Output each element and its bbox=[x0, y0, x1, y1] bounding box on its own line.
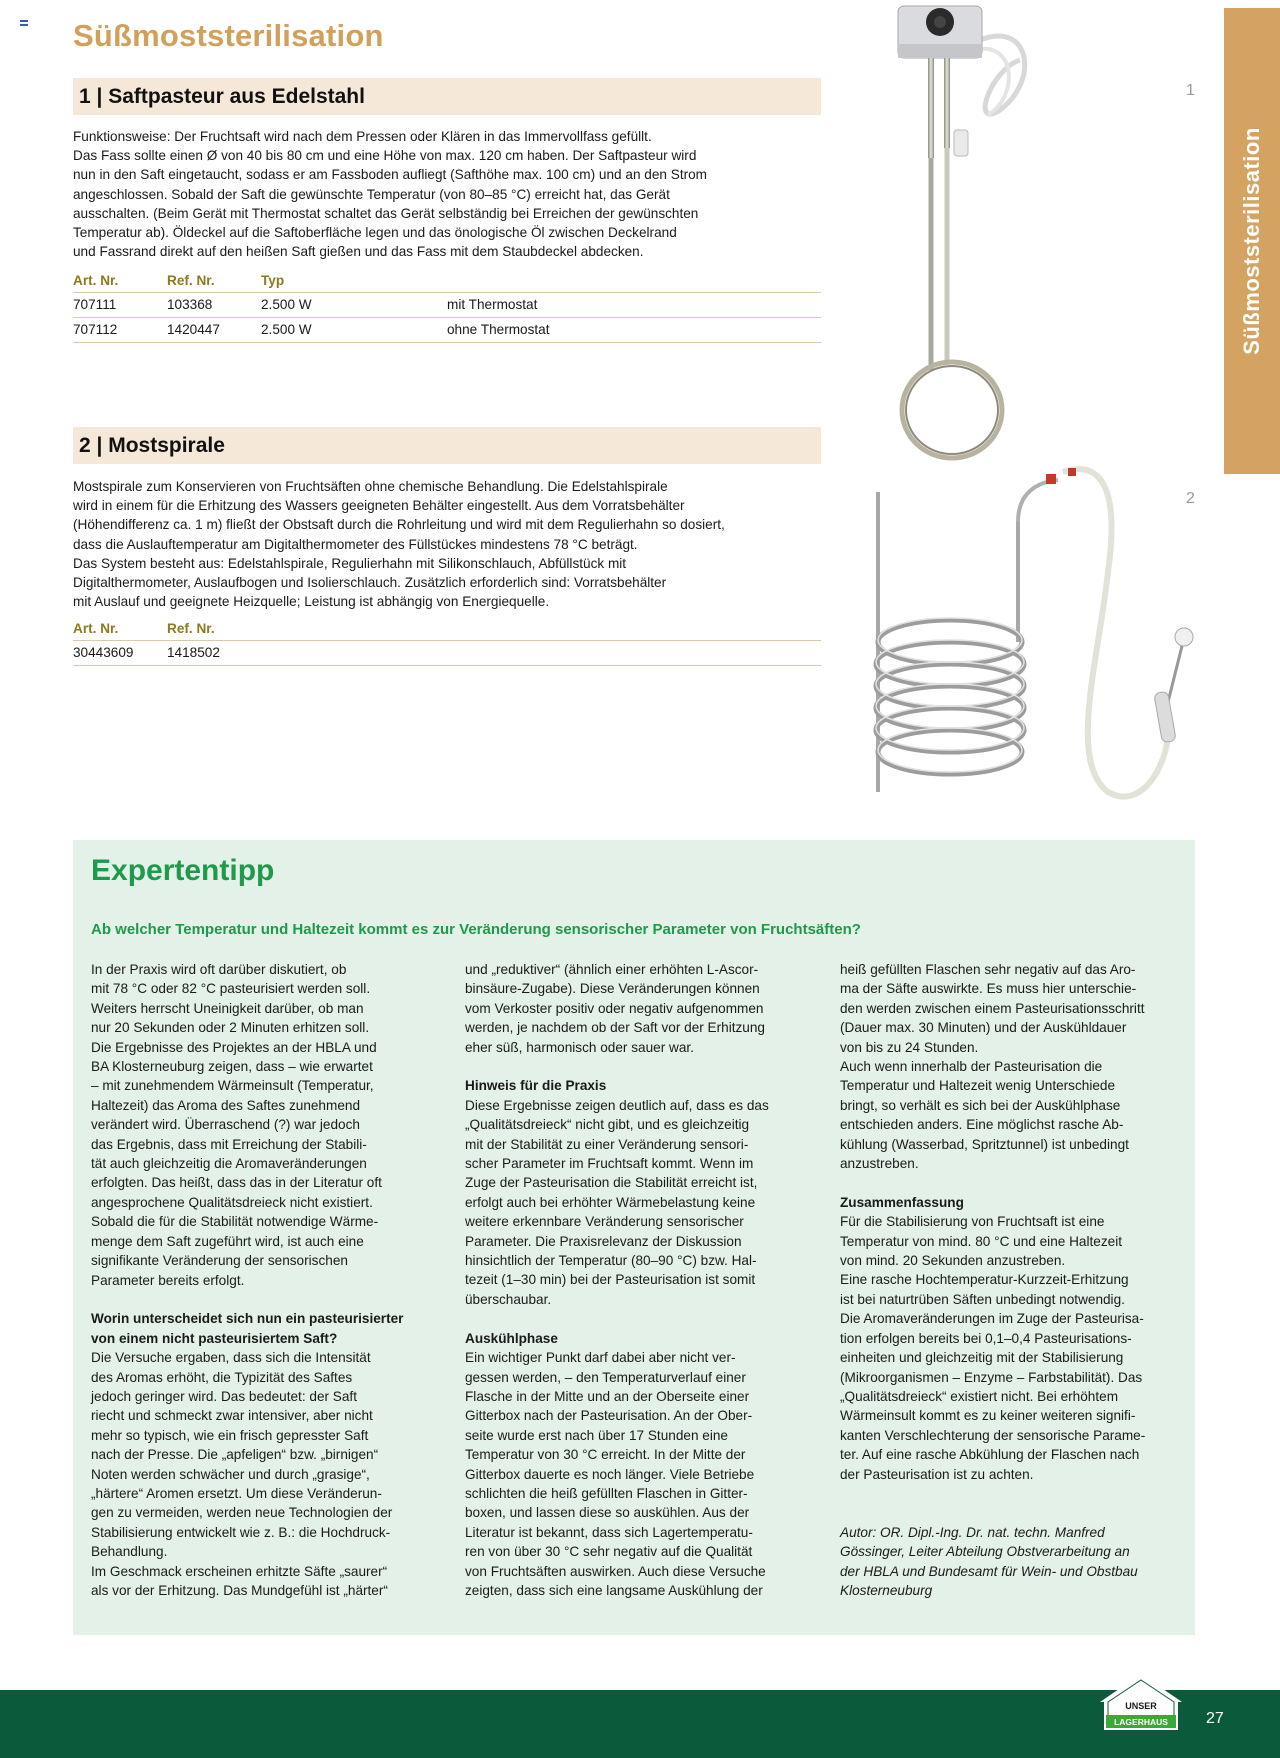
description-line: ausschalten. (Beim Gerät mit Thermostat schaltet das Gerät selbständig bei Erreichen der gewünschten bbox=[73, 205, 699, 221]
text-line: heiß gefüllten Flaschen sehr negativ auf das Aro- bbox=[840, 962, 1136, 977]
text-line: ren von über 30 °C sehr negativ auf die Qualität bbox=[465, 1544, 753, 1560]
text-line: Auch wenn innerhalb der Pasteurisation die bbox=[840, 1059, 1103, 1075]
table-cell: 1420447 bbox=[167, 317, 261, 342]
table-row bbox=[73, 317, 821, 342]
text-line: kanten Verschlechterung der sensorische Parame- bbox=[840, 1427, 1146, 1443]
text-line: Haltezeit) das Aroma des Saftes zunehmend bbox=[91, 1097, 361, 1113]
subheading-line: Worin unterscheidet sich nun ein pasteurisierter bbox=[91, 1311, 404, 1327]
text-line: das Ergebnis, dass mit Erreichung der Stabili- bbox=[91, 1136, 367, 1152]
description-line: Temperatur ab). Öldeckel auf die Saftoberfläche legen und das önologische Öl zwischen Deckelrand bbox=[73, 225, 677, 241]
text-line: Die Versuche ergaben, dass sich die Intensität bbox=[91, 1350, 371, 1366]
expert-tip-title: Expertentipp bbox=[91, 854, 275, 887]
text-line: Temperatur von 30 °C erreicht. In der Mitte der bbox=[465, 1447, 746, 1463]
description-line: Funktionsweise: Der Fruchtsaft wird nach dem Pressen oder Klären in das Immervollfass gefüllt. bbox=[73, 129, 652, 144]
paragraph-gap bbox=[465, 1309, 795, 1328]
text-line: von Fruchtsäften auswirken. Auch diese Versuche bbox=[465, 1563, 766, 1579]
table-header-cell: Typ bbox=[261, 269, 447, 292]
text-line: (Mikroorganismen – Enzyme – Farbstabilität). Das bbox=[840, 1369, 1143, 1385]
table-row bbox=[73, 292, 821, 317]
language-flag-icon[interactable] bbox=[20, 20, 28, 26]
text-line: Die Aromaveränderungen im Zuge der Pasteurisa- bbox=[840, 1311, 1144, 1327]
text-line: Zuge der Pasteurisation die Stabilität erreicht ist, bbox=[465, 1175, 758, 1191]
text-line: Gitterbox dauerte es noch länger. Viele Betriebe bbox=[465, 1466, 755, 1482]
text-line: tät auch gleichzeitig die Aromaveränderungen bbox=[91, 1156, 367, 1172]
page-number: 27 bbox=[1206, 1710, 1224, 1727]
expert-tip-column-2 bbox=[465, 960, 795, 1600]
text-line: weitere erkennbare Veränderung sensorischer bbox=[465, 1214, 744, 1230]
description-line: dass die Auslauftemperatur am Digitalthermometer des Füllstückes mindestens 78 °C beträgt. bbox=[73, 536, 638, 552]
author-line: der HBLA und Bundesamt für Wein- und Obstbau bbox=[840, 1563, 1138, 1579]
text-line: erfolgten. Das heißt, dass das in der Literatur oft bbox=[91, 1175, 382, 1191]
lagerhaus-logo[interactable] bbox=[1098, 1672, 1184, 1732]
description-line: angeschlossen. Sobald der Saft die gewünschte Temperatur (von 80–85 °C) erreicht hat, das Gerät bbox=[73, 186, 670, 202]
text-line: von mind. 20 Sekunden anzustreben. bbox=[840, 1253, 1066, 1269]
image-1-number: 1 bbox=[1186, 82, 1195, 99]
text-line: In der Praxis wird oft darüber diskutiert, ob bbox=[91, 962, 347, 977]
subheading-line: Hinweis für die Praxis bbox=[465, 1078, 607, 1094]
image-2-number: 2 bbox=[1186, 490, 1195, 507]
text-line: überschaubar. bbox=[465, 1291, 552, 1307]
text-line: „Qualitätsdreieck“ nicht gibt, und es gleichzeitig bbox=[465, 1117, 750, 1133]
paragraph-gap bbox=[465, 1057, 795, 1076]
text-line: Weiters herrscht Uneinigkeit darüber, ob man bbox=[91, 1000, 364, 1016]
description-line: Mostspirale zum Konservieren von Fruchtsäften ohne chemische Behandlung. Die Edelstahlspirale bbox=[73, 479, 668, 494]
text-line: schlichten die heiß gefüllten Flaschen in Gitter- bbox=[465, 1485, 748, 1501]
text-line: Temperatur und Haltezeit wenig Unterschiede bbox=[840, 1078, 1116, 1094]
text-line: ter. Auf eine rasche Abkühlung der Flaschen nach bbox=[840, 1447, 1140, 1463]
category-side-tab[interactable] bbox=[1224, 8, 1280, 474]
table-cell: 707111 bbox=[73, 292, 167, 317]
text-line: zeigten, dass sich eine langsame Auskühlung der bbox=[465, 1582, 763, 1598]
table-cell: 30443609 bbox=[73, 640, 167, 665]
text-line: Literatur ist bekannt, dass sich Lagertemperatu- bbox=[465, 1524, 753, 1540]
text-line: Behandlung. bbox=[91, 1544, 168, 1560]
text-line: und „reduktiver“ (ähnlich einer erhöhten L-Ascor- bbox=[465, 962, 759, 977]
text-line: Sobald die für die Stabilität notwendige Wärme- bbox=[91, 1214, 379, 1230]
text-line: gen zu vermeiden, werden neue Technologien der bbox=[91, 1505, 393, 1521]
section-2-title: 2 | Mostspirale bbox=[79, 433, 225, 457]
text-line: mit 78 °C oder 82 °C pasteurisiert werden soll. bbox=[91, 981, 371, 997]
page-footer bbox=[0, 1690, 1280, 1758]
description-line: Das System besteht aus: Edelstahlspirale, Regulierhahn mit Silikonschlauch, Abfüllstück mit bbox=[73, 555, 627, 571]
paragraph-gap bbox=[840, 1484, 1170, 1503]
text-line: Parameter bereits erfolgt. bbox=[91, 1272, 245, 1288]
mostspirale-image bbox=[868, 462, 1208, 812]
section-2-description bbox=[73, 477, 833, 611]
section-1-title: 1 | Saftpasteur aus Edelstahl bbox=[79, 84, 365, 108]
text-line: einheiten und gleichzeitig mit der Stabilisierung bbox=[840, 1350, 1124, 1366]
paragraph-gap bbox=[840, 1173, 1170, 1192]
text-line: hinsichtlich der Temperatur (80–90 °C) bzw. Hal- bbox=[465, 1253, 757, 1269]
section-2-header bbox=[73, 427, 821, 464]
text-line: bringt, so verhält es sich bei der Auskühlphase bbox=[840, 1097, 1121, 1113]
logo-line-1: UNSER bbox=[1125, 1701, 1157, 1711]
table-cell: 103368 bbox=[167, 292, 261, 317]
text-line: Im Geschmack erscheinen erhitzte Säfte „saurer“ bbox=[91, 1563, 388, 1579]
text-line: jedoch geringer wird. Das bedeutet: der Saft bbox=[91, 1388, 357, 1404]
description-line: Digitalthermometer, Auslaufbogen und Isolierschlauch. Zusätzlich erforderlich sind: Vorratsbehälter bbox=[73, 575, 667, 591]
text-line: signifikante Veränderung der sensorischen bbox=[91, 1253, 348, 1269]
text-line: Ein wichtiger Punkt darf dabei aber nicht ver- bbox=[465, 1350, 736, 1366]
table-header-cell: Art. Nr. bbox=[73, 617, 167, 640]
description-line: (Höhendifferenz ca. 1 m) fließt der Obstsaft durch die Rohrleitung und wird mit dem Regulierhahn so dosiert, bbox=[73, 517, 725, 533]
table-cell: ohne Thermostat bbox=[447, 317, 821, 342]
text-line: Flasche in der Mitte und an der Oberseite einer bbox=[465, 1388, 750, 1404]
author-line: Klosterneuburg bbox=[840, 1582, 933, 1598]
description-line: nun in den Saft eingetaucht, sodass er am Fassboden aufliegt (Safthöhe max. 100 cm) und an den Strom bbox=[73, 167, 708, 183]
text-line: erfolgt auch bei erhöhter Wärmebelastung keine bbox=[465, 1194, 756, 1210]
text-line: entschieden anders. Eine möglichst rasche Ab- bbox=[840, 1117, 1124, 1133]
text-line: werden, je nachdem ob der Saft vor der Erhitzung bbox=[465, 1020, 765, 1036]
logo-line-2: LAGERHAUS bbox=[1114, 1717, 1168, 1727]
text-line: Für die Stabilisierung von Fruchtsaft ist eine bbox=[840, 1214, 1105, 1230]
side-tab-label: Süßmoststerilisation bbox=[1239, 127, 1264, 355]
author-line: Autor: OR. Dipl.-Ing. Dr. nat. techn. Manfred bbox=[840, 1524, 1105, 1540]
text-line: Wärmeinsult kommt es zu keiner weiteren signifi- bbox=[840, 1408, 1136, 1424]
text-line: ist bei naturtrüben Säften unbedingt notwendig. bbox=[840, 1291, 1125, 1307]
text-line: Stabilisierung entwickelt wie z. B.: die Hochdruck- bbox=[91, 1524, 391, 1540]
description-line: mit Auslauf und geeignete Heizquelle; Leistung ist abhängig von Energiequelle. bbox=[73, 594, 550, 610]
text-line: mehr so typisch, wie ein frisch gepresster Saft bbox=[91, 1427, 369, 1443]
text-line: tion erfolgen bereits bei 0,1–0,4 Pasteurisations- bbox=[840, 1330, 1132, 1346]
text-line: (Dauer max. 30 Minuten) und der Auskühldauer bbox=[840, 1020, 1127, 1036]
text-line: ma der Säfte auswirkte. Es muss hier unterschie- bbox=[840, 981, 1137, 997]
subheading-line: Zusammenfassung bbox=[840, 1194, 964, 1210]
text-line: boxen, und lassen diese so auskühlen. Aus der bbox=[465, 1505, 750, 1521]
expert-tip-box bbox=[73, 840, 1195, 1635]
table-cell: mit Thermostat bbox=[447, 292, 821, 317]
author-line: Gössinger, Leiter Abteilung Obstverarbeitung an bbox=[840, 1544, 1130, 1560]
section-1-description bbox=[73, 127, 833, 261]
text-line: eher süß, harmonisch oder sauer war. bbox=[465, 1039, 694, 1055]
text-line: nach der Presse. Die „apfeligen“ bzw. „birnigen“ bbox=[91, 1447, 379, 1463]
text-line: Die Ergebnisse des Projektes an der HBLA und bbox=[91, 1039, 377, 1055]
text-line: angesprochene Qualitätsdreieck nicht existiert. bbox=[91, 1194, 373, 1210]
paragraph-gap bbox=[840, 1503, 1170, 1522]
expert-tip-column-3 bbox=[840, 960, 1170, 1600]
text-line: Diese Ergebnisse zeigen deutlich auf, dass es das bbox=[465, 1097, 769, 1113]
page-title: Süßmoststerilisation bbox=[73, 18, 384, 53]
subheading-line: Auskühlphase bbox=[465, 1330, 558, 1346]
expert-tip-question: Ab welcher Temperatur und Haltezeit kommt es zur Veränderung sensorischer Parameter von Fruchtsäften? bbox=[91, 921, 861, 938]
section-1-spec-table bbox=[73, 269, 821, 343]
table-header-cell: Art. Nr. bbox=[73, 269, 167, 292]
text-line: seite wurde erst nach über 17 Stunden eine bbox=[465, 1427, 728, 1443]
text-line: den werden zwischen einem Pasteurisationsschritt bbox=[840, 1000, 1145, 1016]
text-line: tezeit (1–30 min) bei der Pasteurisation ist somit bbox=[465, 1272, 756, 1288]
text-line: anzustreben. bbox=[840, 1156, 919, 1172]
table-row bbox=[73, 640, 821, 665]
text-line: BA Klosterneuburg zeigen, dass – wie erwartet bbox=[91, 1059, 373, 1075]
text-line: als vor der Erhitzung. Das Mundgefühl ist „härter“ bbox=[91, 1582, 388, 1598]
section-2-spec-table bbox=[73, 617, 821, 666]
text-line: verändert wird. Überraschend (?) war jedoch bbox=[91, 1117, 360, 1133]
table-cell: 1418502 bbox=[167, 640, 821, 665]
table-cell: 2.500 W bbox=[261, 292, 447, 317]
subheading-line: von einem nicht pasteurisiertem Saft? bbox=[91, 1330, 338, 1346]
text-line: menge dem Saft zugeführt wird, ist auch eine bbox=[91, 1233, 364, 1249]
table-header-cell bbox=[447, 269, 821, 292]
text-line: „Qualitätsdreieck“ existiert nicht. Bei erhöhtem bbox=[840, 1388, 1119, 1404]
text-line: der Pasteurisation ist zu achten. bbox=[840, 1466, 1034, 1482]
text-line: Eine rasche Hochtemperatur-Kurzzeit-Erhitzung bbox=[840, 1272, 1129, 1288]
text-line: des Aromas erhöht, die Typizität des Saftes bbox=[91, 1369, 353, 1385]
text-line: Temperatur von mind. 80 °C und eine Haltezeit bbox=[840, 1233, 1122, 1249]
text-line: Parameter. Die Praxisrelevanz der Diskussion bbox=[465, 1233, 742, 1249]
table-header-cell: Ref. Nr. bbox=[167, 617, 821, 640]
text-line: vom Verkoster positiv oder negativ aufgenommen bbox=[465, 1000, 764, 1016]
text-line: Noten werden schwächer und durch „grasige“, bbox=[91, 1466, 370, 1482]
text-line: riecht und schmeckt zwar intensiver, aber nicht bbox=[91, 1408, 373, 1424]
table-cell: 707112 bbox=[73, 317, 167, 342]
description-line: und Fassrand direkt auf den heißen Saft gießen und das Fass mit dem Staubdeckel abdecken. bbox=[73, 244, 644, 260]
text-line: binsäure-Zugabe). Diese Veränderungen können bbox=[465, 981, 760, 997]
text-line: von bis zu 24 Stunden. bbox=[840, 1039, 979, 1055]
text-line: Gitterbox nach der Pasteurisation. An der Ober- bbox=[465, 1408, 753, 1424]
table-header-cell: Ref. Nr. bbox=[167, 269, 261, 292]
text-line: nur 20 Sekunden oder 2 Minuten erhitzen soll. bbox=[91, 1020, 370, 1036]
text-line: – mit zunehmendem Wärmeinsult (Temperatur, bbox=[91, 1078, 374, 1094]
text-line: kühlung (Wasserbad, Spritztunnel) ist unbedingt bbox=[840, 1136, 1129, 1152]
text-line: scher Parameter im Fruchtsaft kommt. Wenn im bbox=[465, 1156, 754, 1172]
description-line: wird in einem für die Erhitzung des Wassers geeigneten Behälter eingestellt. Aus dem Vorratsbehälter bbox=[73, 498, 685, 514]
text-line: gessen werden, – den Temperaturverlauf einer bbox=[465, 1369, 746, 1385]
paragraph-gap bbox=[91, 1290, 421, 1309]
section-1-header bbox=[73, 78, 821, 115]
table-cell: 2.500 W bbox=[261, 317, 447, 342]
description-line: Das Fass sollte einen Ø von 40 bis 80 cm und eine Höhe von max. 120 cm haben. Der Saftpasteur wird bbox=[73, 148, 697, 164]
text-line: „härtere“ Aromen ersetzt. Um diese Veränderun- bbox=[91, 1485, 382, 1501]
expert-tip-column-1 bbox=[91, 960, 421, 1600]
text-line: mit der Stabilität zu einer Veränderung sensori- bbox=[465, 1136, 749, 1152]
saftpasteur-image bbox=[880, 0, 1060, 470]
